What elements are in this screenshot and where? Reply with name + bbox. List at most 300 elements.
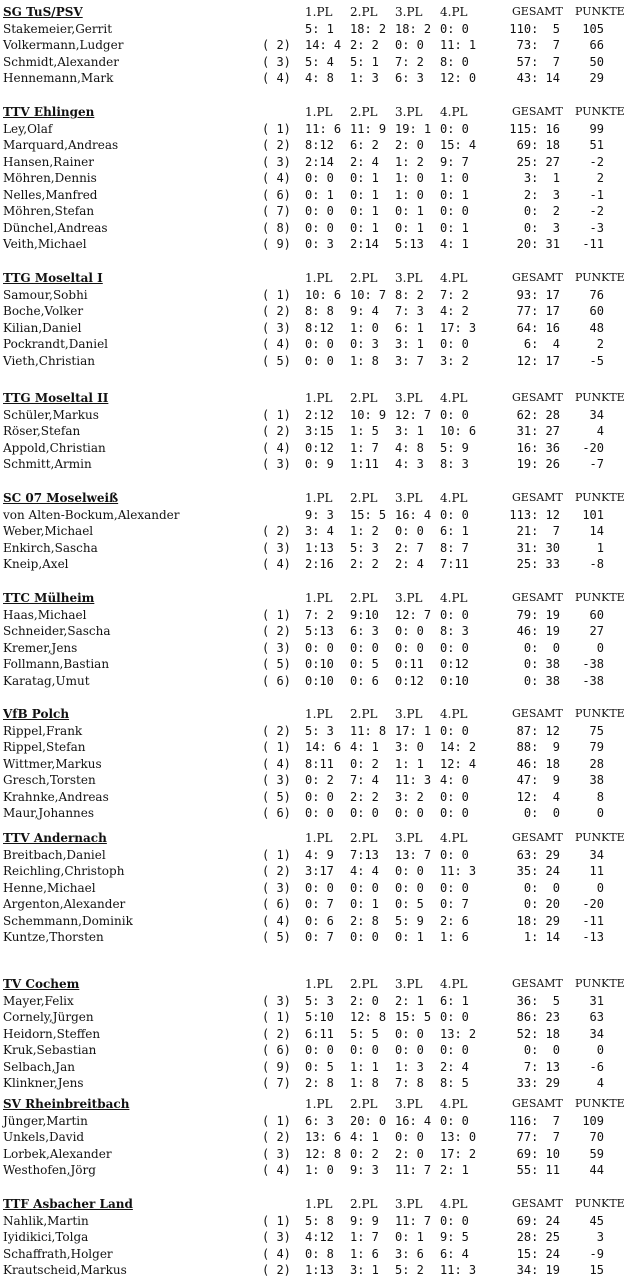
score-1pl: 11: 6 [305,121,342,136]
team-header-row [0,104,640,120]
score-3pl: 0:11 [395,657,424,671]
player-name: Pockrandt,Daniel [3,337,109,351]
score-gesamt: 0: 2 [523,204,560,218]
score-3pl: 2: 1 [395,993,424,1008]
col-header-punkte: PUNKTE [575,491,625,504]
score-gesamt: 36: 5 [516,993,560,1008]
score-1pl: 12: 8 [305,1146,342,1161]
col-header-punkte: PUNKTE [575,5,625,18]
score-4pl: 9: 5 [440,1230,469,1244]
score-2pl: 1: 2 [350,524,379,538]
player-name: Rippel,Frank [3,723,83,738]
player-name: Mayer,Felix [3,993,74,1008]
score-1pl: 1:13 [305,1263,334,1277]
player-row [0,353,640,369]
team-name: TV Cochem [3,977,80,991]
col-header-2pl: 2.PL [350,491,378,505]
col-header-4pl: 4.PL [440,591,468,605]
player-rank: ( 2) [262,1026,291,1041]
score-3pl: 13: 7 [395,847,432,862]
score-2pl: 12: 8 [350,1010,387,1024]
score-punkte: 2 [596,337,604,351]
score-2pl: 20: 0 [350,1113,387,1128]
score-1pl: 2: 8 [305,1076,334,1090]
score-3pl: 0: 0 [395,524,424,538]
score-3pl: 0:12 [395,673,424,688]
score-punkte: 109 [582,1113,604,1128]
player-rank: ( 1) [262,1010,291,1024]
player-name: Klinkner,Jens [3,1076,84,1090]
score-3pl: 3: 2 [395,789,424,804]
score-2pl: 0: 0 [350,1043,379,1057]
score-gesamt: 21: 7 [516,524,560,538]
col-header-2pl: 2.PL [350,1197,378,1211]
col-header-3pl: 3.PL [395,831,423,845]
score-gesamt: 2: 3 [523,187,560,202]
team-header-row [0,976,640,992]
score-4pl: 7:11 [440,557,469,571]
player-name: Dünchel,Andreas [3,220,108,235]
player-row [0,137,640,153]
score-3pl: 3: 7 [395,353,424,368]
team-header-row [0,270,640,286]
score-1pl: 8:12 [305,320,334,335]
col-header-1pl: 1.PL [305,391,333,405]
score-gesamt: 31: 30 [516,540,560,555]
score-4pl: 15: 4 [440,138,477,152]
score-1pl: 14: 6 [305,740,342,754]
score-4pl: 0: 1 [440,187,469,202]
player-rank: ( 4) [262,71,291,85]
player-row [0,1246,640,1262]
score-3pl: 7: 3 [395,304,424,318]
score-1pl: 2:14 [305,154,334,169]
score-1pl: 4: 8 [305,71,334,85]
score-punkte: -11 [582,913,604,928]
score-punkte: 63 [589,1010,604,1024]
team-header-row [0,4,640,20]
score-2pl: 2:14 [350,237,379,251]
score-gesamt: 52: 18 [516,1026,560,1041]
player-name: Weber,Michael [3,524,94,538]
score-gesamt: 6: 4 [523,337,560,351]
score-gesamt: 12: 17 [516,353,560,368]
score-2pl: 11: 9 [350,121,387,136]
team-header-row [0,390,640,406]
score-gesamt: 62: 28 [516,407,560,422]
score-2pl: 15: 5 [350,507,387,522]
player-name: Nahlik,Martin [3,1213,89,1228]
score-2pl: 1: 5 [350,424,379,438]
score-3pl: 0: 0 [395,624,424,638]
player-name: Schaffrath,Holger [3,1246,113,1261]
col-header-gesamt: GESAMT [512,391,563,404]
score-punkte: 28 [589,756,604,771]
col-header-2pl: 2.PL [350,977,378,991]
score-punkte: 1 [596,540,604,555]
col-header-2pl: 2.PL [350,105,378,119]
score-4pl: 8: 3 [440,624,469,638]
player-row [0,21,640,37]
col-header-3pl: 3.PL [395,1097,423,1111]
col-header-1pl: 1.PL [305,491,333,505]
player-rank: ( 2) [262,1263,291,1277]
player-name: Schmidt,Alexander [3,54,119,69]
player-rank: ( 1) [262,407,291,422]
score-punkte: -20 [582,897,604,911]
score-1pl: 0: 6 [305,913,334,928]
score-4pl: 0:12 [440,657,469,671]
score-gesamt: 69: 18 [516,138,560,152]
col-header-1pl: 1.PL [305,1097,333,1111]
score-3pl: 7: 8 [395,1076,424,1090]
player-row [0,880,640,896]
col-header-4pl: 4.PL [440,977,468,991]
score-2pl: 1: 1 [350,1059,379,1074]
score-4pl: 0: 0 [440,337,469,351]
player-name: Rippel,Stefan [3,740,86,754]
player-rank: ( 6) [262,673,291,688]
player-name: Nelles,Manfred [3,187,98,202]
player-rank: ( 9) [262,237,291,251]
score-1pl: 4: 9 [305,847,334,862]
score-4pl: 9: 7 [440,154,469,169]
score-2pl: 2: 2 [350,38,379,52]
score-1pl: 5:13 [305,624,334,638]
player-name: Hennemann,Mark [3,71,114,85]
score-punkte: 0 [596,880,604,895]
score-3pl: 5:13 [395,237,424,251]
score-2pl: 1: 3 [350,71,379,85]
score-punkte: -5 [589,353,604,368]
score-1pl: 7: 2 [305,607,334,622]
score-4pl: 0: 0 [440,607,469,622]
col-header-punkte: PUNKTE [575,831,625,844]
score-3pl: 12: 7 [395,407,432,422]
player-rank: ( 1) [262,1213,291,1228]
col-header-3pl: 3.PL [395,1197,423,1211]
player-rank: ( 3) [262,1146,291,1161]
score-1pl: 3: 4 [305,524,334,538]
score-4pl: 2: 4 [440,1059,469,1074]
player-rank: ( 2) [262,138,291,152]
player-row [0,203,640,219]
score-3pl: 0: 0 [395,640,424,655]
col-header-4pl: 4.PL [440,391,468,405]
player-rank: ( 2) [262,304,291,318]
score-1pl: 5: 4 [305,54,334,69]
player-row [0,1009,640,1025]
player-row [0,896,640,912]
score-1pl: 0: 0 [305,171,334,185]
col-header-3pl: 3.PL [395,707,423,721]
score-2pl: 2: 0 [350,993,379,1008]
player-row [0,913,640,929]
player-row [0,187,640,203]
score-punkte: 51 [589,138,604,152]
player-row [0,507,640,523]
score-3pl: 3: 1 [395,337,424,351]
score-punkte: 34 [589,1026,604,1041]
player-name: Kneip,Axel [3,557,69,571]
score-1pl: 0: 0 [305,880,334,895]
score-4pl: 17: 3 [440,320,477,335]
score-3pl: 0: 1 [395,220,424,235]
score-punkte: 38 [589,773,604,787]
player-rank: ( 3) [262,773,291,787]
score-punkte: -6 [589,1059,604,1074]
score-2pl: 10: 7 [350,287,387,302]
player-rank: ( 6) [262,1043,291,1057]
score-3pl: 1: 0 [395,187,424,202]
player-rank: ( 3) [262,540,291,555]
score-punkte: 101 [582,507,604,522]
player-rank: ( 2) [262,864,291,878]
score-4pl: 0: 0 [440,723,469,738]
team-name: SG TuS/PSV [3,5,83,19]
score-3pl: 5: 9 [395,913,424,928]
player-row [0,540,640,556]
score-2pl: 1: 0 [350,320,379,335]
score-punkte: 4 [596,1076,604,1090]
score-3pl: 6: 3 [395,71,424,85]
score-gesamt: 110: 5 [509,21,560,36]
score-3pl: 0: 0 [395,1130,424,1144]
score-4pl: 11: 3 [440,1263,477,1277]
score-4pl: 0: 0 [440,1213,469,1228]
col-header-punkte: PUNKTE [575,391,625,404]
score-4pl: 0: 7 [440,897,469,911]
player-name: Kruk,Sebastian [3,1043,97,1057]
player-row [0,756,640,772]
score-1pl: 0: 0 [305,353,334,368]
score-punkte: 4 [596,424,604,438]
score-3pl: 0: 0 [395,864,424,878]
col-header-punkte: PUNKTE [575,105,625,118]
player-rank: ( 5) [262,789,291,804]
score-gesamt: 86: 23 [516,1010,560,1024]
player-row [0,154,640,170]
team-header-row [0,1096,640,1112]
score-punkte: -13 [582,930,604,944]
player-name: Selbach,Jan [3,1059,75,1074]
score-4pl: 10: 6 [440,424,477,438]
score-2pl: 9: 4 [350,304,379,318]
player-row [0,1113,640,1129]
score-1pl: 13: 6 [305,1130,342,1144]
col-header-1pl: 1.PL [305,831,333,845]
score-gesamt: 25: 27 [516,154,560,169]
score-1pl: 8:12 [305,138,334,152]
score-2pl: 0: 5 [350,657,379,671]
player-rank: ( 3) [262,1230,291,1244]
score-4pl: 8: 0 [440,54,469,69]
player-row [0,1075,640,1091]
col-header-2pl: 2.PL [350,391,378,405]
score-punkte: 44 [589,1163,604,1177]
score-1pl: 0:12 [305,440,334,455]
player-name: Unkels,David [3,1130,85,1144]
player-rank: ( 4) [262,337,291,351]
score-1pl: 0:10 [305,657,334,671]
player-name: Henne,Michael [3,880,96,895]
player-name: Wittmer,Markus [3,756,102,771]
score-gesamt: 0: 38 [523,673,560,688]
player-name: Samour,Sobhi [3,287,88,302]
score-1pl: 1: 0 [305,1163,334,1177]
score-gesamt: 113: 12 [509,507,560,522]
score-gesamt: 0: 0 [523,1043,560,1057]
score-2pl: 4: 1 [350,1130,379,1144]
score-2pl: 10: 9 [350,407,387,422]
col-header-3pl: 3.PL [395,105,423,119]
score-1pl: 1:13 [305,540,334,555]
score-punkte: 48 [589,320,604,335]
score-3pl: 1: 3 [395,1059,424,1074]
player-rank: ( 4) [262,756,291,771]
player-rank: ( 2) [262,723,291,738]
col-header-gesamt: GESAMT [512,977,563,990]
score-4pl: 0: 0 [440,1010,469,1024]
score-punkte: -2 [589,154,604,169]
score-gesamt: 116: 7 [509,1113,560,1128]
score-4pl: 0: 0 [440,847,469,862]
player-rank: ( 3) [262,320,291,335]
score-2pl: 5: 1 [350,54,379,69]
score-3pl: 0: 0 [395,880,424,895]
score-gesamt: 0: 0 [523,880,560,895]
player-rank: ( 5) [262,657,291,671]
score-3pl: 2: 7 [395,540,424,555]
player-name: Iyidikici,Tolga [3,1230,89,1244]
score-3pl: 4: 8 [395,440,424,455]
score-1pl: 0: 0 [305,337,334,351]
player-name: Volkermann,Ludger [3,38,124,52]
score-punkte: 3 [596,1230,604,1244]
score-3pl: 3: 1 [395,424,424,438]
score-4pl: 12: 4 [440,756,477,771]
player-rank: ( 3) [262,880,291,895]
col-header-3pl: 3.PL [395,591,423,605]
score-2pl: 3: 1 [350,1263,379,1277]
score-4pl: 6: 4 [440,1246,469,1261]
player-row [0,423,640,439]
player-rank: ( 5) [262,930,291,944]
player-row [0,456,640,472]
score-1pl: 14: 4 [305,38,342,52]
player-name: Lorbek,Alexander [3,1146,112,1161]
col-header-4pl: 4.PL [440,271,468,285]
player-row [0,320,640,336]
score-gesamt: 16: 36 [516,440,560,455]
col-header-1pl: 1.PL [305,591,333,605]
team-name: TTV Ehlingen [3,105,95,119]
player-name: Schemmann,Dominik [3,913,133,928]
player-rank: ( 3) [262,154,291,169]
player-name: Appold,Christian [3,440,106,455]
score-4pl: 12: 0 [440,71,477,85]
score-2pl: 0: 2 [350,1146,379,1161]
player-row [0,220,640,236]
player-name: Schmitt,Armin [3,457,92,471]
score-gesamt: 15: 24 [516,1246,560,1261]
score-punkte: -8 [589,557,604,571]
player-rank: ( 3) [262,54,291,69]
col-header-gesamt: GESAMT [512,5,563,18]
score-2pl: 5: 5 [350,1026,379,1041]
score-2pl: 1: 6 [350,1246,379,1261]
score-2pl: 2: 8 [350,913,379,928]
player-row [0,1262,640,1278]
score-4pl: 0: 0 [440,407,469,422]
player-name: Marquard,Andreas [3,138,119,152]
col-header-1pl: 1.PL [305,1197,333,1211]
score-punkte: 8 [596,789,604,804]
score-1pl: 0: 9 [305,457,334,471]
player-name: Follmann,Bastian [3,657,110,671]
score-3pl: 17: 1 [395,723,432,738]
score-3pl: 0: 1 [395,1230,424,1244]
player-rank: ( 1) [262,121,291,136]
score-3pl: 6: 1 [395,320,424,335]
player-rank: ( 4) [262,171,291,185]
team-name: TTG Moseltal II [3,391,109,405]
player-row [0,607,640,623]
score-punkte: 60 [589,304,604,318]
player-name: Möhren,Stefan [3,204,95,218]
col-header-2pl: 2.PL [350,591,378,605]
player-row [0,556,640,572]
col-header-2pl: 2.PL [350,1097,378,1111]
col-header-gesamt: GESAMT [512,707,563,720]
score-4pl: 7: 2 [440,287,469,302]
player-name: Möhren,Dennis [3,171,97,185]
col-header-gesamt: GESAMT [512,591,563,604]
col-header-4pl: 4.PL [440,1097,468,1111]
score-gesamt: 19: 26 [516,457,560,471]
player-name: Gresch,Torsten [3,773,96,787]
player-rank: ( 1) [262,847,291,862]
player-row [0,805,640,821]
player-name: Argenton,Alexander [3,897,126,911]
score-gesamt: 46: 18 [516,756,560,771]
player-rank: ( 1) [262,287,291,302]
player-name: Kilian,Daniel [3,320,82,335]
score-3pl: 16: 4 [395,507,432,522]
score-2pl: 11: 8 [350,723,387,738]
team-name: TTV Andernach [3,831,107,845]
score-punkte: 59 [589,1146,604,1161]
player-rank: ( 3) [262,640,291,655]
score-punkte: 76 [589,287,604,302]
score-3pl: 0: 0 [395,1043,424,1057]
player-name: Boche,Volker [3,304,84,318]
score-4pl: 3: 2 [440,353,469,368]
player-rank: ( 3) [262,457,291,471]
score-gesamt: 1: 14 [523,930,560,944]
score-4pl: 0: 0 [440,789,469,804]
score-gesamt: 64: 16 [516,320,560,335]
col-header-3pl: 3.PL [395,391,423,405]
player-row [0,336,640,352]
score-1pl: 0: 8 [305,1246,334,1261]
player-row [0,772,640,788]
player-name: Reichling,Christoph [3,864,125,878]
score-gesamt: 31: 27 [516,424,560,438]
score-4pl: 8: 5 [440,1076,469,1090]
score-4pl: 4: 1 [440,237,469,251]
player-name: Kuntze,Thorsten [3,930,104,944]
